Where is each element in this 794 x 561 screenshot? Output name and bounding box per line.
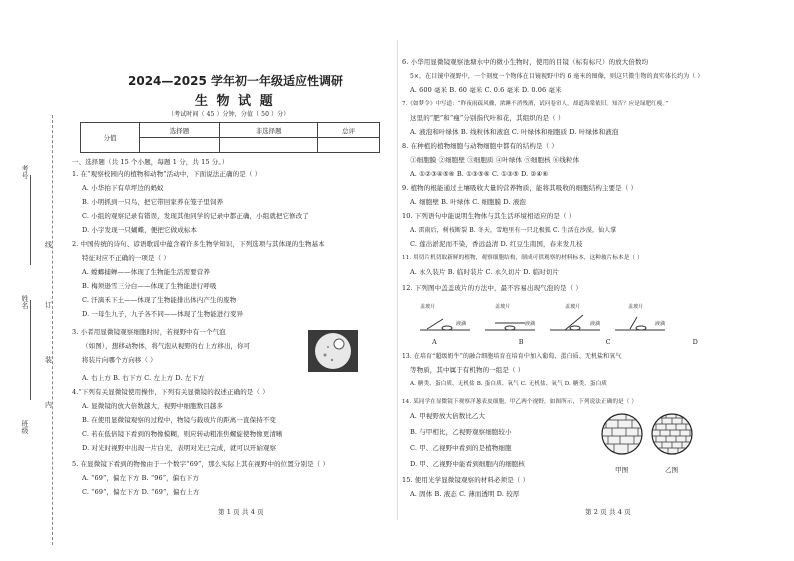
left-line: A. 显微镜的放大倍数越大，视野中细胞数目越多 (82, 402, 224, 410)
score-cell-total[interactable] (318, 138, 380, 153)
microscope-field-figure (308, 330, 358, 372)
score-header-nonchoice: 非选择题 (220, 123, 318, 138)
right-line: A. 固体 B. 液态 C. 薄而透明 D. 较厚 (410, 490, 520, 498)
page-divider (397, 40, 398, 520)
class-label: 班级 (21, 420, 29, 434)
right-line: A. 细胞壁 B. 叶绿体 C. 细胞膜 D. 液泡 (410, 198, 527, 206)
binding-line (52, 115, 53, 545)
fig12-label: 液滴 (525, 321, 536, 327)
left-line: 特征对应不正确的一项是（ ） (82, 254, 170, 262)
left-line: D. 小宇发现一只蝴蝶，便把它做成标本 (82, 226, 198, 234)
left-line: C. 小组的观察记录有错误，发现其他同学的记录中都正确，小组就把它修改了 (82, 212, 309, 220)
score-cell-choice[interactable] (140, 138, 220, 153)
binding-char-1: 线 (45, 241, 52, 249)
exam-info: （考试时间（ 45 ）分钟，分值（ 50 ）分） (168, 111, 290, 118)
left-line: B. 在使用显微镜观察的过程中，物镜与载玻片的距离一直保持不变 (82, 416, 277, 424)
left-line: 2. 中国传统的诗句、谚语歌谣中蕴含着许多生物学知识，下列选项与其体现的生物基本 (72, 240, 325, 248)
fig12-label: 盖玻片 (495, 304, 511, 310)
class-blank[interactable] (30, 300, 32, 400)
right-line: 15. 使用光学显微镜观察的材料必须是（ ） (402, 476, 530, 484)
right-line: 5×，在目镜中视野中，一个刻度一个物体在目镜视野中约 6 毫米的图像，则这只微生物的真实体长约为（ ） (410, 73, 704, 80)
binding-char-3: 装 (45, 356, 52, 364)
fig12-label: 液滴 (456, 321, 467, 327)
onion-cells-figure (600, 410, 696, 466)
right-line: ①细胞膜 ②细胞壁 ③细胞质 ④叶绿体 ⑤细胞核 ⑥线粒体 (410, 156, 580, 164)
right-line: A. 永久装片 B. 临时装片 C. 永久切片 D. 临时切片 (410, 268, 560, 276)
right-line: A. ①②③④⑤⑥ B. ①③⑤⑥ C. ①③⑤ D. ②④⑥ (410, 170, 549, 178)
left-line: （如图），想移动物体，将气泡从视野的右上方移出，你可 (82, 342, 251, 350)
right-line: 6. 小华用显微镜观察池塘水中的微小生物时，使用的目镜（标有标尺）的放大倍数均 (402, 58, 649, 66)
left-line: C. 若在低倍镜下看到的物像模糊，则应转动粗准焦螺旋使物像更清晰 (82, 430, 283, 438)
right-line: C. 甲、乙视野中看到的是植物细胞 (410, 444, 512, 452)
left-line: 4.“下列有关显微镜使用操作，下列有关显微镜的叙述正确的是（ ） (72, 388, 269, 396)
fig14-label-jia: 甲图 (615, 466, 629, 474)
left-line: 将装片向哪个方向移（ ） (82, 356, 157, 364)
exam-subject: 生 物 试 题 (195, 94, 275, 109)
left-line: B. 小明抓到一只鸟，把它带回家养在笼子里饲养 (82, 198, 224, 206)
score-table (80, 122, 380, 153)
fig12-label: 液滴 (590, 321, 601, 327)
score-header-choice: 选择题 (140, 123, 220, 138)
binding-char-2: 订 (45, 301, 52, 309)
left-line: B. 梅须逊雪三分白——体现了生物能进行呼吸 (82, 282, 217, 290)
right-line: 13. 在培育“超级奶牛”的融合细胞培育在培育中加入葡萄、蛋白质、无机盐和氧气 (402, 353, 622, 360)
right-line: A. 600 毫米 B. 60 毫米 C. 0.6 毫米 D. 0.06 毫米 (410, 86, 562, 94)
exam-title: 2024—2025 学年初一年级适应性调研 (128, 74, 343, 88)
left-line: 1. 在“观察校园内的植物和动物”活动中，下面说法正确的是（ ） (72, 170, 262, 178)
left-line: D. 对光时视野中出现一片白光，表明对光已完成，就可以开始观察 (82, 444, 277, 452)
name-blank[interactable] (30, 175, 32, 265)
page-footer-right: 第 2 页 共 4 页 (585, 508, 631, 516)
left-line: 3. 小者用显微镜观察细胞时时，若视野中有一个气泡 (72, 328, 226, 336)
right-line: 12. 下列图中盖盖玻片的方法中，最不容易出现气泡的是（ ） (402, 284, 582, 292)
fig12-label: 盖玻片 (565, 304, 581, 310)
fig12-label: 盖玻片 (420, 304, 436, 310)
left-line: 5. 在显微镜下看到的物像由于一个数字“69”，那么实际上其在视野中的位置分别是（ ） (72, 460, 330, 468)
left-line: D. 一母生九子，九子各不同——体现了生物能进行变异 (82, 310, 244, 318)
score-header-total: 总评 (318, 123, 380, 138)
left-line: C. “69”，偏左下方 D. “69”，偏右上方 (82, 488, 200, 496)
binding-char-4: 内 (45, 401, 52, 409)
exam-number-label: 考号 (21, 165, 29, 179)
right-line: 7.《如梦令》中写道：“昨夜雨疏风骤，浓睡不消残酒，试问卷帘人，却道海棠依旧。知否？应是绿肥红瘦。” (402, 101, 669, 107)
left-line: A. 螳螂捕蝉——体现了生物能生活需要营养 (82, 268, 210, 276)
right-line: 8. 在种植的植物细胞与动物细胞中都有的结构是（ ） (402, 142, 558, 150)
score-cell-nonchoice[interactable] (220, 138, 318, 153)
right-line: C. 莲出淤泥而不染，香远益清 D. 红豆生南国，春来发几枝 (410, 240, 583, 248)
right-line: D. 甲、乙视野中能看到细胞内的细胞核 (410, 460, 526, 468)
right-line: A. 液泡和叶绿体 B. 线粒体和液泡 C. 叶绿体和细胞质 D. 叶绿体和液泡 (410, 128, 619, 136)
fig12-label: 盖玻片 (628, 304, 644, 310)
right-line: 这里的“肥”和“瘦”分别指代叶和花，其组织的是（ ） (410, 114, 565, 122)
right-line: 11. 用切片机切取新鲜的植物，观察细胞结构，制成可供观察的材料标本，这种玻片标本是（ ） (402, 255, 643, 261)
right-line: 9. 植物的根能通过土壤吸收大量的营养物质，能将其吸收的细胞结构主要是（ ） (402, 184, 638, 192)
page-footer-left: 第 1 页 共 4 页 (218, 508, 264, 516)
score-label: 分值 (81, 123, 140, 153)
left-line: 一、选择题（共 15 个小题，每题 1 分，共 15 分。） (72, 158, 229, 166)
right-line: A. 糖类、蛋白质、无机盐 B. 蛋白质、氧气 C. 无机盐、氧气 D. 糖类、蛋白质 (410, 381, 608, 387)
right-line: 10. 下列语句中能说明生物体与其生活环境相适应的是（ ） (402, 212, 576, 220)
left-line: A. “69”，偏左下方 B. “96”，偏右下方 (82, 474, 200, 482)
right-line: B. 与甲相比，乙视野观察细胞较小 (410, 428, 512, 436)
left-line: C. 汗滴禾下土——体现了生物能排出体内产生的废物 (82, 296, 237, 304)
left-line: A. 右上方 B. 右下方 C. 左上方 D. 左下方 (82, 374, 205, 382)
fig14-label-yi: 乙图 (665, 466, 679, 474)
right-line: A. 雷雨后，树枝断裂 B. 冬天，雪地里有一只北极狐 C. 生活在沙漠，仙人掌 (410, 227, 617, 234)
left-line: A. 小华拍下有草坪边的蚂蚁 (82, 184, 164, 192)
right-line: 等物质，其中属于有机物的一组是（ ） (410, 366, 525, 374)
right-line: A. 甲视野放大倍数比乙大 (410, 412, 486, 420)
student-name-label: 姓名 (21, 295, 29, 309)
right-line: A B C D (432, 338, 738, 346)
right-line: 14. 某同学在显微镜下观察洋葱表皮细胞，甲乙两个视野，如图所示，下列说法正确的是（ ） (402, 399, 638, 405)
fig12-label: 液滴 (655, 321, 666, 327)
